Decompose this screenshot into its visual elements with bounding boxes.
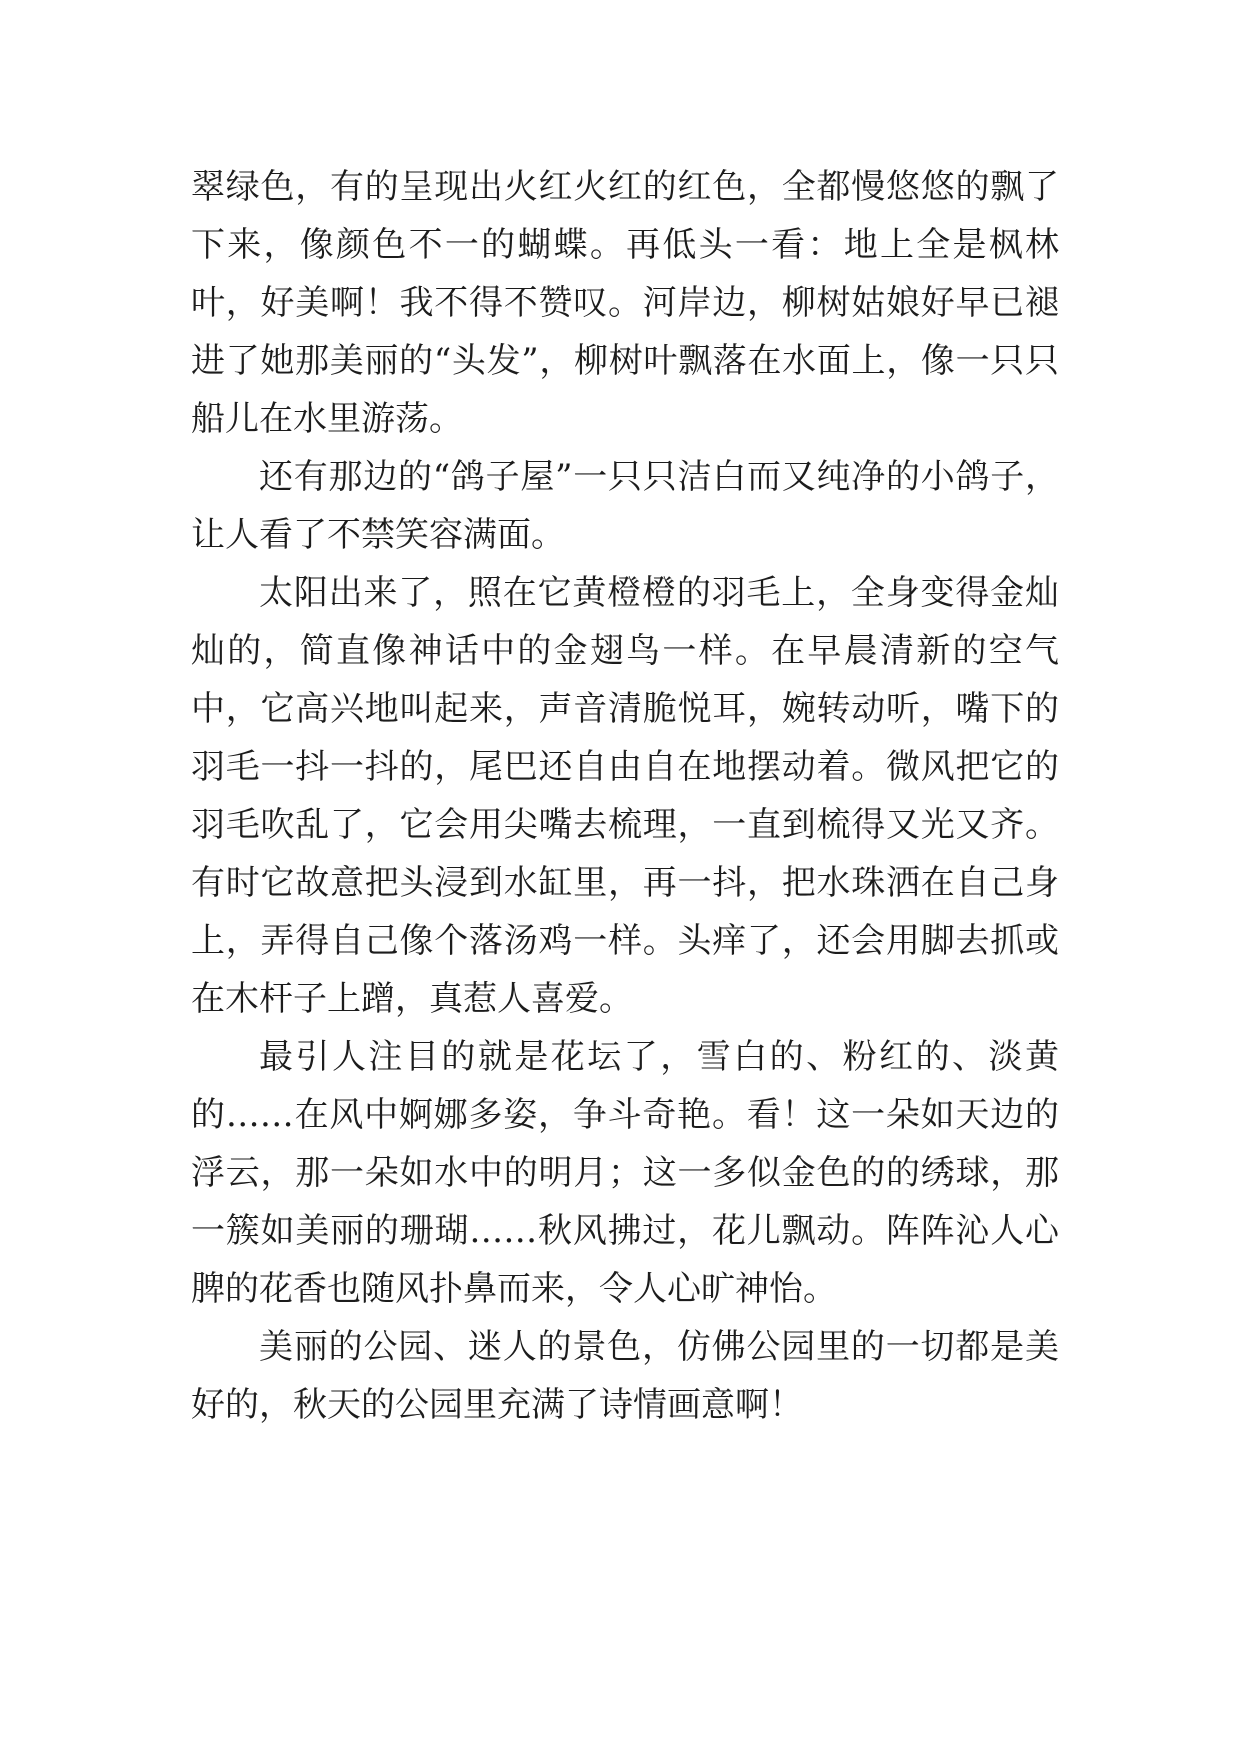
document-body	[191, 158, 1059, 1434]
paragraph-4: 最引人注目的就是花坛了，雪白的、粉红的、淡黄的……在风中婀娜多姿，争斗奇艳。看！这一朵如天边的浮云，那一朵如水中的明月；这一多似金色的的绣球，那一簇如美丽的珊瑚……秋风拂过，花儿飘动。阵阵沁人心脾的花香也随风扑鼻而来，令人心旷神怡。	[191, 1037, 1059, 1309]
paragraph-1: 翠绿色，有的呈现出火红火红的红色，全都慢悠悠的飘了下来，像颜色不一的蝴蝶。再低头一看：地上全是枫林叶，好美啊！我不得不赞叹。河岸边，柳树姑娘好早已褪进了她那美丽的“头发”，柳树叶飘落在水面上，像一只只船儿在水里游荡。	[191, 167, 1059, 439]
paragraph-3: 太阳出来了，照在它黄橙橙的羽毛上，全身变得金灿灿的，简直像神话中的金翅鸟一样。在早晨清新的空气中，它高兴地叫起来，声音清脆悦耳，婉转动听，嘴下的羽毛一抖一抖的，尾巴还自由自在地摆动着。微风把它的羽毛吹乱了，它会用尖嘴去梳理，一直到梳得又光又齐。有时它故意把头浸到水缸里，再一抖，把水珠洒在自己身上，弄得自己像个落汤鸡一样。头痒了，还会用脚去抓或在木杆子上蹭，真惹人喜爱。	[191, 573, 1059, 1019]
paragraph-5: 美丽的公园、迷人的景色，仿佛公园里的一切都是美好的，秋天的公园里充满了诗情画意啊！	[191, 1327, 1059, 1425]
paragraph-2: 还有那边的“鸽子屋”一只只洁白而又纯净的小鸽子，让人看了不禁笑容满面。	[191, 457, 1059, 555]
